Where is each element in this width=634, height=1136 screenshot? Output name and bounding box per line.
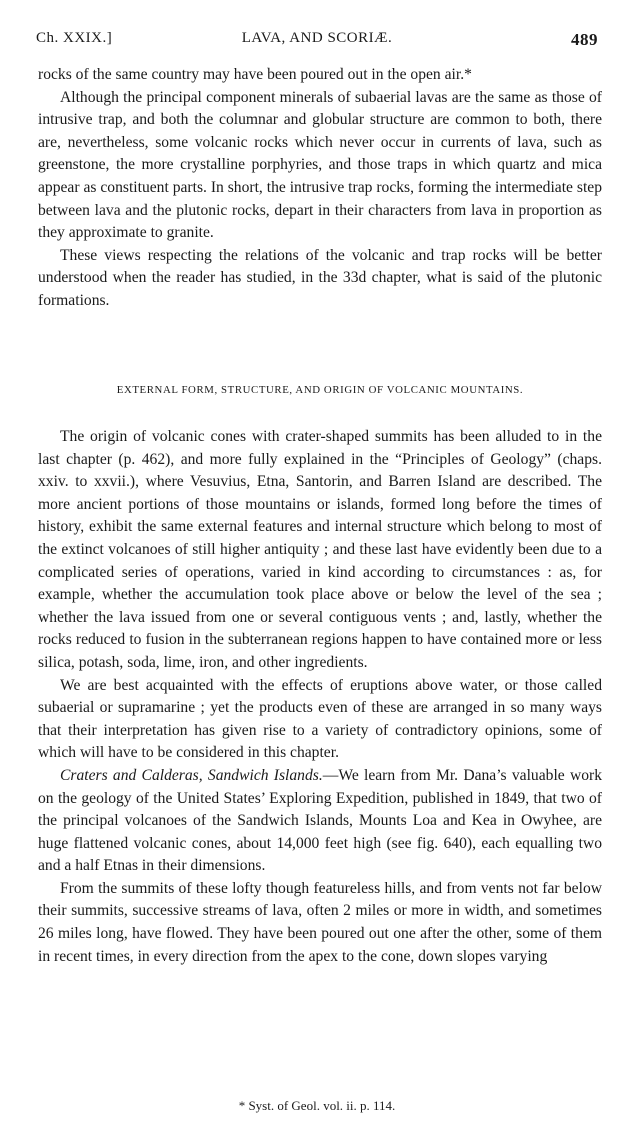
paragraph-craters (38, 765, 602, 878)
section-heading: EXTERNAL FORM, STRUCTURE, AND ORIGIN OF VOLCANIC MOUNTAINS. (116, 384, 524, 396)
text-block-bottom (38, 426, 602, 968)
paragraph: rocks of the same country may have been poured out in the open air.* (38, 66, 472, 83)
running-header (36, 30, 598, 52)
paragraph: We are best acquainted with the effects of eruptions above water, or those called subaerial or supramarine ; yet the products even of these are arranged in so many ways that their interpretation has given rise to a variety of contradictory opinions, some of which will have to be considered in this chapter. (38, 676, 602, 762)
page-number: 489 (571, 30, 598, 49)
paragraph: Although the principal component minerals of subaerial lavas are the same as those of intrusive trap, and both the columnar and globular structure are common to both, there are, nevertheless, some volcanic rocks which never occur in currents of lava, such as greenstone, the more crystalline porphyries, and those traps in which quartz and mica appear as constituent parts. In short, the intrusive trap rocks, forming the intermediate step between lava and the plutonic rocks, depart in their characters from lava in proportion as they approximate to granite. (38, 88, 602, 242)
paragraph: From the summits of these lofty though featureless hills, and from vents not far below their summits, successive streams of lava, often 2 miles or more in width, and sometimes 26 miles long, have flowed. They have been poured out one after the other, some of them in recent times, in every direction from the apex to the cone, down slopes varying (38, 879, 602, 965)
paragraph-text: —We learn from Mr. Dana’s valuable work on the geology of the United States’ Exploring Expedition, published in 1849, that two of the principal volcanoes of the Sandwich Islands, Mounts Loa and Kea in Owyhee, are huge flattened volcanic cones, about 14,000 feet high (see fig. 640), each equalling two and a half Etnas in their dimensions. (38, 766, 603, 875)
footnote: * Syst. of Geol. vol. ii. p. 114. (238, 1098, 396, 1113)
paragraph: These views respecting the relations of the volcanic and trap rocks will be better understood when the reader has studied, in the 33d chapter, what is said of the plutonic formations. (38, 246, 602, 309)
italic-lead: Craters and Calderas, Sandwich Islands. (60, 766, 323, 784)
text-block-top (38, 64, 602, 313)
paragraph: The origin of volcanic cones with crater-shaped summits has been alluded to in the last chapter (p. 462), and more fully explained in the “Principles of Geology” (chaps. xxiv. to xxvii.), where Vesuvius, Etna, Santorin, and Barren Island are described. The more ancient portions of those mountains or islands, formed long before the times of history, exhibit the same external features and internal structure which belong to most of the extinct volcanoes of still higher antiquity ; and these last have evidently been due to a complicated series of operations, varied in kind according to circumstances : as, for example, whether the accumulation took place above or below the level of the sea ; whether the lava issued from one or several contiguous vents ; and, lastly, whether the rocks reduced to fusion in the subterranean regions happen to have contained more or less silica, potash, soda, lime, iron, and other ingredients. (38, 428, 602, 671)
running-title: LAVA, AND SCORIÆ. (241, 30, 393, 46)
chapter-label: Ch. XXIX.] (36, 30, 113, 46)
